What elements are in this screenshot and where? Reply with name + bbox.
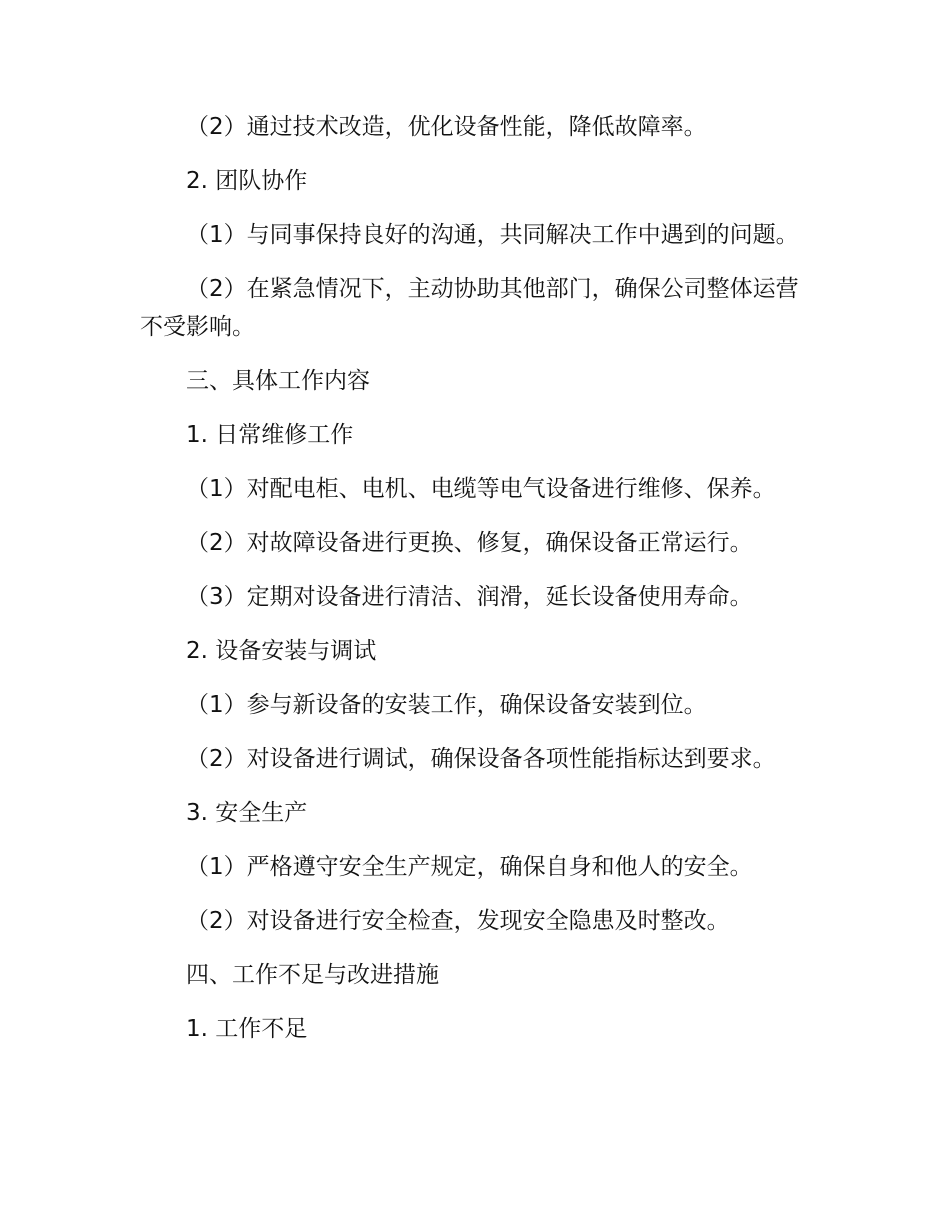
- paragraph: （2）在紧急情况下，主动协助其他部门，确保公司整体运营不受影响。: [140, 276, 799, 340]
- section-heading: 三、具体工作内容: [186, 368, 370, 394]
- paragraph: （3）定期对设备进行清洁、润滑，延长设备使用寿命。: [186, 584, 753, 610]
- section-heading: 2. 团队协作: [186, 168, 308, 194]
- paragraph: （2）对故障设备进行更换、修复，确保设备正常运行。: [186, 530, 753, 556]
- paragraph: （1）严格遵守安全生产规定，确保自身和他人的安全。: [186, 854, 753, 880]
- section-heading: 1. 工作不足: [186, 1016, 308, 1042]
- section-heading: 2. 设备安装与调试: [186, 638, 377, 664]
- paragraph: （2）通过技术改造，优化设备性能，降低故障率。: [186, 114, 707, 140]
- document-body: [140, 108, 812, 1064]
- section-heading: 3. 安全生产: [186, 800, 308, 826]
- section-heading: 四、工作不足与改进措施: [186, 962, 439, 988]
- paragraph: （1）与同事保持良好的沟通，共同解决工作中遇到的问题。: [186, 222, 799, 248]
- paragraph: （2）对设备进行调试，确保设备各项性能指标达到要求。: [186, 746, 776, 772]
- paragraph: （2）对设备进行安全检查，发现安全隐患及时整改。: [186, 908, 730, 934]
- paragraph: （1）对配电柜、电机、电缆等电气设备进行维修、保养。: [186, 476, 776, 502]
- paragraph: （1）参与新设备的安装工作，确保设备安装到位。: [186, 692, 707, 718]
- section-heading: 1. 日常维修工作: [186, 422, 354, 448]
